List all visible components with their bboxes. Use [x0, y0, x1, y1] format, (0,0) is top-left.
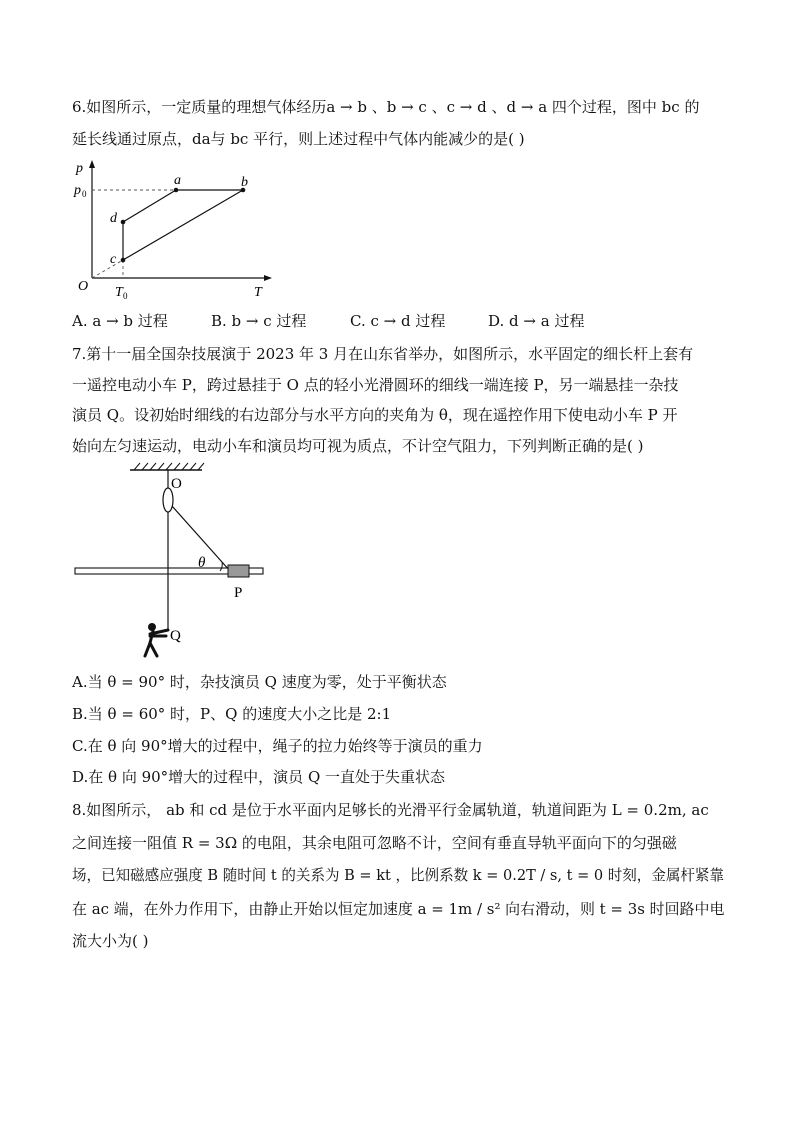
q6-option-b: B. b → c 过程 [211, 312, 307, 330]
q7-option-b: B.当 θ = 60° 时，P、Q 的速度大小之比是 2:1 [72, 705, 392, 723]
label-Q: Q [170, 628, 181, 644]
q7-stem-line-3: 演员 Q。设初始时细线的右边部分与水平方向的夹角为 θ，现在遥控作用下使电动小车 P 开 [72, 406, 678, 424]
q8-stem-line-4: 在 ac 端，在外力作用下，由静止开始以恒定加速度 a = 1m / s² 向右滑动，则 t = 3s 时回路中电 [72, 900, 725, 918]
q6-stem-line-2: 延长线通过原点，da与 bc 平行，则上述过程中气体内能减少的是( ) [72, 130, 525, 148]
label-a: a [174, 173, 181, 188]
x-axis-arrow-icon [264, 275, 272, 281]
label-p0: p [74, 183, 81, 198]
q6-option-a: A. a → b 过程 [72, 312, 168, 330]
q8-stem-line-3: 场，已知磁感应强度 B 随时间 t 的关系为 B = kt ，比例系数 k = 0.2T / s, t = 0 时刻，金属杆紧靠 [72, 866, 725, 884]
label-d: d [110, 211, 117, 226]
q7-stem-line-4: 始向左匀速运动，电动小车和演员均可视为质点，不计空气阻力，下列判断正确的是( ) [72, 437, 644, 455]
q6-pT-graph [72, 156, 282, 302]
q8-stem-line-2: 之间连接一阻值 R = 3Ω 的电阻，其余电阻可忽略不计，空间有垂直导轨平面向下的匀强磁 [72, 834, 677, 852]
point-c [121, 258, 126, 263]
q8-stem-line-1: 8.如图所示， ab 和 cd 是位于水平面内足够长的光滑平行金属轨道，轨道间距为 L = 0.2m, ac [72, 801, 709, 819]
q6-option-c: C. c → d 过程 [350, 312, 446, 330]
point-a [174, 188, 179, 193]
label-p: p [76, 161, 83, 176]
line-da [123, 190, 176, 222]
y-axis-arrow-icon [89, 160, 95, 168]
label-theta: θ [198, 555, 206, 571]
q6-option-d: D. d → a 过程 [488, 312, 585, 330]
label-c: c [110, 252, 117, 267]
label-T: T [254, 285, 262, 300]
label-b: b [241, 175, 248, 190]
q7-option-a: A.当 θ = 90° 时，杂技演员 Q 速度为零，处于平衡状态 [72, 673, 447, 691]
acrobat-Q-icon [145, 624, 168, 657]
label-O: O [171, 476, 182, 492]
ceiling-hatch [134, 463, 204, 470]
q7-acrobat-figure [72, 460, 272, 665]
point-d [121, 220, 126, 225]
q7-option-c: C.在 θ 向 90°增大的过程中，绳子的拉力始终等于演员的重力 [72, 737, 483, 755]
label-T0: T [115, 285, 123, 300]
q7-stem-line-2: 一遥控电动小车 P，跨过悬挂于 O 点的轻小光滑圆环的细线一端连接 P，另一端悬挂一杂技 [72, 376, 679, 394]
q7-stem-line-1: 7.第十一届全国杂技展演于 2023 年 3 月在山东省举办，如图所示，水平固定的细长杆上套有 [72, 345, 694, 363]
label-p0-sub: 0 [82, 189, 87, 199]
car-P [228, 565, 249, 577]
line-bc [123, 190, 243, 260]
q7-option-d: D.在 θ 向 90°增大的过程中，演员 Q 一直处于失重状态 [72, 768, 446, 786]
label-T0-sub: 0 [123, 291, 128, 301]
label-P: P [234, 585, 243, 601]
q8-stem-line-5: 流大小为( ) [72, 932, 149, 950]
label-origin-O: O [78, 279, 89, 294]
q6-stem-line-1: 6.如图所示，一定质量的理想气体经历a → b 、b → c 、c → d 、d → a 四个过程，图中 bc 的 [72, 98, 700, 116]
bc-extension-dashed [92, 260, 123, 278]
